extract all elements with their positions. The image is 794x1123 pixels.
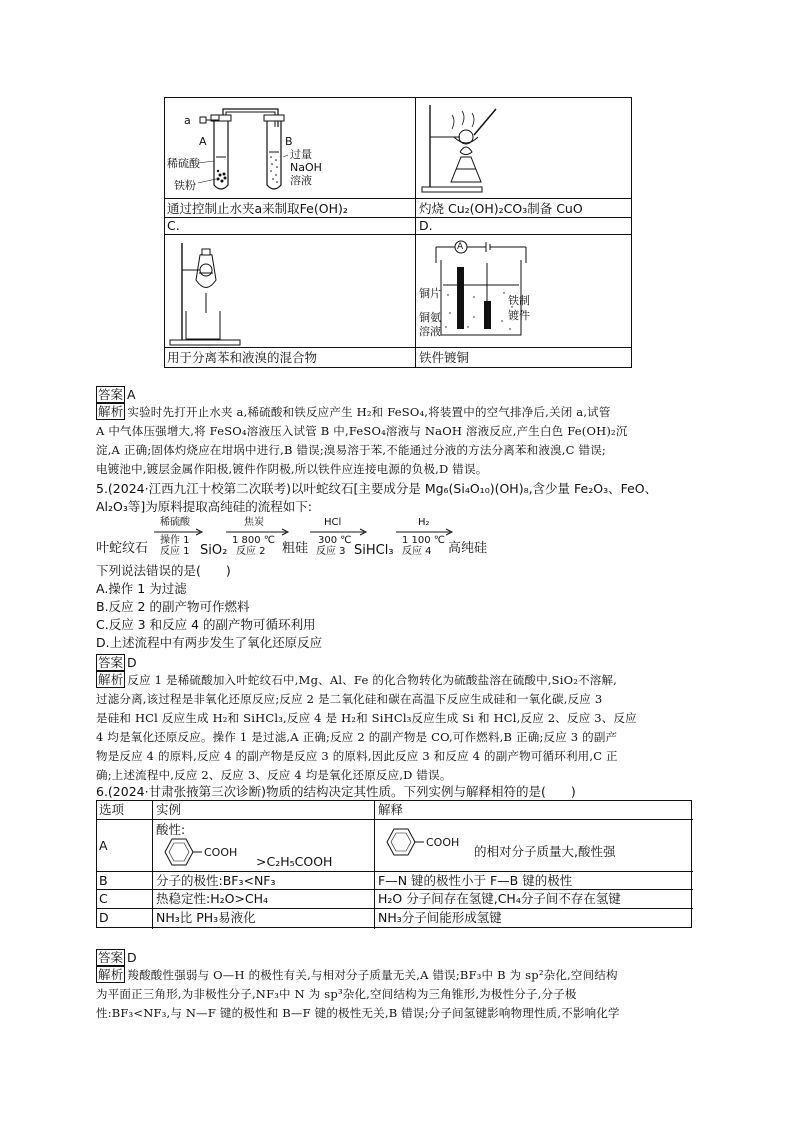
arrow3-bottom-2: 反应 3 (316, 546, 346, 557)
explain-line: A 中气体压强增大,将 FeSO₄溶液压入试管 B 中,FeSO₄溶液与 NaOH 溶液反应,产生白色 Fe(OH)₂沉 (96, 424, 628, 438)
label-iron-part-1: 铁制 (508, 294, 530, 307)
flow-pure-si: 高纯硅 (448, 541, 488, 556)
arrow1-bottom-1: 操作 1 (160, 535, 190, 546)
flow-crude-si: 粗硅 (282, 541, 309, 556)
q4-explanation (96, 403, 628, 479)
explain-tag: 解析 (98, 672, 124, 687)
explain-line: 性:BF₃<NF₃,与 N—F 键的极性和 B—F 键的极性无关,B 错误;分子间氢键影响物理性质,不影响化学 (96, 1006, 620, 1020)
answer-tag: 答案 (98, 655, 124, 670)
benzene-ring-icon (382, 826, 426, 860)
q5-option-b: B.反应 2 的副产物可作燃料 (96, 599, 250, 614)
explain-tag: 解析 (98, 404, 124, 419)
arrow4-top: H₂ (418, 517, 430, 528)
q5-option-d: D.上述流程中有两步发生了氧化还原反应 (96, 635, 323, 650)
q5-question: 下列说法错误的是( ) (96, 563, 231, 578)
arrow2-top: 焦炭 (244, 517, 264, 528)
arrow4-bottom-2: 反应 4 (402, 546, 432, 557)
label-naoh: NaOH (290, 161, 322, 174)
q5-stem-line-1: 5.(2024·江西九江十校第二次联考)以叶蛇纹石[主要成分是 Mg₆(Si₄O₁₀)(OH)₈,含少量 Fe₂O₃、FeO、 (96, 481, 658, 496)
header-c: C. (167, 218, 180, 233)
label-iron-powder: 铁粉 (174, 179, 196, 192)
explain-line: 电镀池中,镀层金属作阳极,镀件作阴极,所以铁件应连接电源的负极,D 错误。 (96, 462, 488, 476)
label-copper-ammonia: 铜氨 (419, 311, 441, 324)
answer-tag: 答案 (98, 387, 124, 402)
arrow4-bottom-1: 1 100 ℃ (402, 535, 446, 546)
col-header-explanation: 解释 (378, 802, 404, 817)
row-b-explanation: F—N 键的极性小于 F—B 键的极性 (378, 873, 573, 888)
explain-line: 淀,A 正确;固体灼烧应在坩埚中进行,B 错误;溴易溶于苯,不能通过分液的方法分离苯和液溴,C 错误; (96, 443, 606, 457)
answer-value: D (127, 655, 137, 670)
row-d-example: NH₃比 PH₃易液化 (156, 910, 256, 925)
answer-value: A (127, 387, 136, 402)
explain-line: 是硅和 HCl 反应生成 H₂和 SiHCl₃,反应 4 是 H₂和 SiHCl₃反应生成 Si 和 HCl,反应 2、反应 3、反应 (96, 711, 637, 725)
q6-explanation (96, 966, 620, 1023)
q4-table (164, 97, 631, 367)
col-header-example: 实例 (156, 802, 182, 817)
arrow3-top: HCl (324, 517, 342, 528)
electroplating-diagram (416, 235, 630, 347)
explain-line: 物是反应 4 的原料,反应 4 的副产物是反应 3 的原料,因此反应 3 和反应 4 的副产物可循环利用,C 正 (96, 749, 618, 763)
arrow2-bottom-2: 反应 2 (236, 546, 266, 557)
arrow3-bottom-1: 300 ℃ (318, 535, 352, 546)
label-tube-a: A (199, 135, 207, 148)
benzene-ring-icon (160, 836, 204, 870)
explain-line: 确;上述流程中,反应 2、反应 3、反应 4 均是氧化还原反应,D 错误。 (96, 768, 452, 782)
q5-option-c: C.反应 3 和反应 4 的副产物可循环利用 (96, 617, 316, 632)
row-a-example-cooh: COOH (204, 846, 238, 859)
row-b-example: 分子的极性:BF₃<NF₃ (156, 873, 276, 888)
label-iron-part-2: 镀件 (508, 309, 530, 322)
label-solution: 溶液 (290, 174, 312, 187)
explain-tag: 解析 (98, 967, 124, 982)
cell-a-figure (164, 97, 415, 198)
row-a-example-label: 酸性: (156, 822, 186, 837)
label-copper: 铜片 (419, 287, 441, 300)
caption-a: 通过控制止水夹a来制取Fe(OH)₂ (167, 201, 348, 216)
col-header-option: 选项 (99, 802, 125, 817)
label-a: a (184, 114, 191, 127)
row-a-option: A (99, 838, 108, 853)
arrow1-bottom-2: 反应 1 (160, 546, 190, 557)
row-a-example-tail: >C₂H₅COOH (256, 854, 333, 869)
arrow2-bottom-1: 1 800 ℃ (232, 535, 276, 546)
caption-c: 用于分离苯和液溴的混合物 (167, 350, 318, 365)
roasting-apparatus-diagram (416, 97, 630, 198)
q5-option-a: A.操作 1 为过滤 (96, 581, 187, 596)
cell-b-figure (416, 97, 630, 198)
label-ammeter: A (457, 242, 464, 252)
q4-answer (96, 385, 136, 404)
explain-line: 反应 1 是稀硫酸加入叶蛇纹石中,Mg、Al、Fe 的化合物转化为硫酸盐溶在硫酸中,SiO₂不溶解, (127, 673, 618, 687)
arrow1-top: 稀硫酸 (160, 517, 190, 528)
flow-start: 叶蛇纹石 (96, 541, 149, 556)
row-c-option: C (99, 891, 108, 906)
row-a-explanation: 的相对分子质量大,酸性强 (474, 844, 616, 859)
label-d-solution: 溶液 (419, 325, 441, 338)
q5-answer (96, 653, 137, 672)
caption-b: 灼烧 Cu₂(OH)₂CO₃制备 CuO (419, 201, 583, 216)
explain-line: 羧酸酸性强弱与 O—H 的极性有关,与相对分子质量无关,A 错误;BF₃中 B 为 sp²杂化,空间结构 (127, 968, 618, 982)
q6-table (96, 800, 693, 929)
q6-answer (96, 948, 137, 967)
row-d-explanation: NH₃分子间能形成氢键 (378, 910, 502, 925)
explain-line: 4 均是氧化还原反应。操作 1 是过滤,A 正确;反应 2 的副产物是 CO,可作燃料,B 正确;反应 3 的副产 (96, 730, 618, 744)
flow-sihcl3: SiHCl₃ (354, 543, 394, 558)
answer-tag: 答案 (98, 950, 124, 965)
q5-explanation (96, 671, 637, 785)
explain-line: 实验时先打开止水夹 a,稀硫酸和铁反应产生 H₂和 FeSO₄,将装置中的空气排净后,关闭 a,试管 (127, 405, 611, 419)
row-d-option: D (99, 910, 109, 925)
row-c-example: 热稳定性:H₂O>CH₄ (156, 891, 269, 906)
q5-flowchart (96, 514, 656, 560)
answer-value: D (127, 950, 137, 965)
row-a-explain-cooh: COOH (426, 836, 460, 849)
q5-stem-line-2: Al₂O₃等]为原料提取高纯硅的流程如下: (96, 499, 312, 514)
label-tube-b: B (285, 135, 293, 148)
separatory-funnel-diagram (164, 235, 415, 347)
label-excess: 过量 (290, 148, 312, 161)
label-dilute-acid: 稀硫酸 (167, 157, 200, 170)
header-d: D. (419, 218, 433, 233)
cell-c-figure (164, 235, 415, 347)
caption-d: 铁件镀铜 (419, 350, 470, 365)
row-c-explanation: H₂O 分子间存在氢键,CH₄分子间不存在氢键 (378, 891, 621, 906)
explain-line: 为平面正三角形,为非极性分子,NF₃中 N 为 sp³杂化,空间结构为三角锥形,为极性分子,分子极 (96, 987, 577, 1001)
explain-line: 过滤分离,该过程是非氧化还原反应;反应 2 是二氧化硅和碳在高温下反应生成硅和一氧化碳,反应 3 (96, 692, 603, 706)
flow-sio2: SiO₂ (200, 543, 228, 558)
q6-stem: 6.(2024·甘肃张掖第三次诊断)物质的结构决定其性质。下列实例与解释相符的是( ) (96, 784, 576, 799)
cell-d-figure (416, 235, 630, 347)
row-b-option: B (99, 873, 108, 888)
